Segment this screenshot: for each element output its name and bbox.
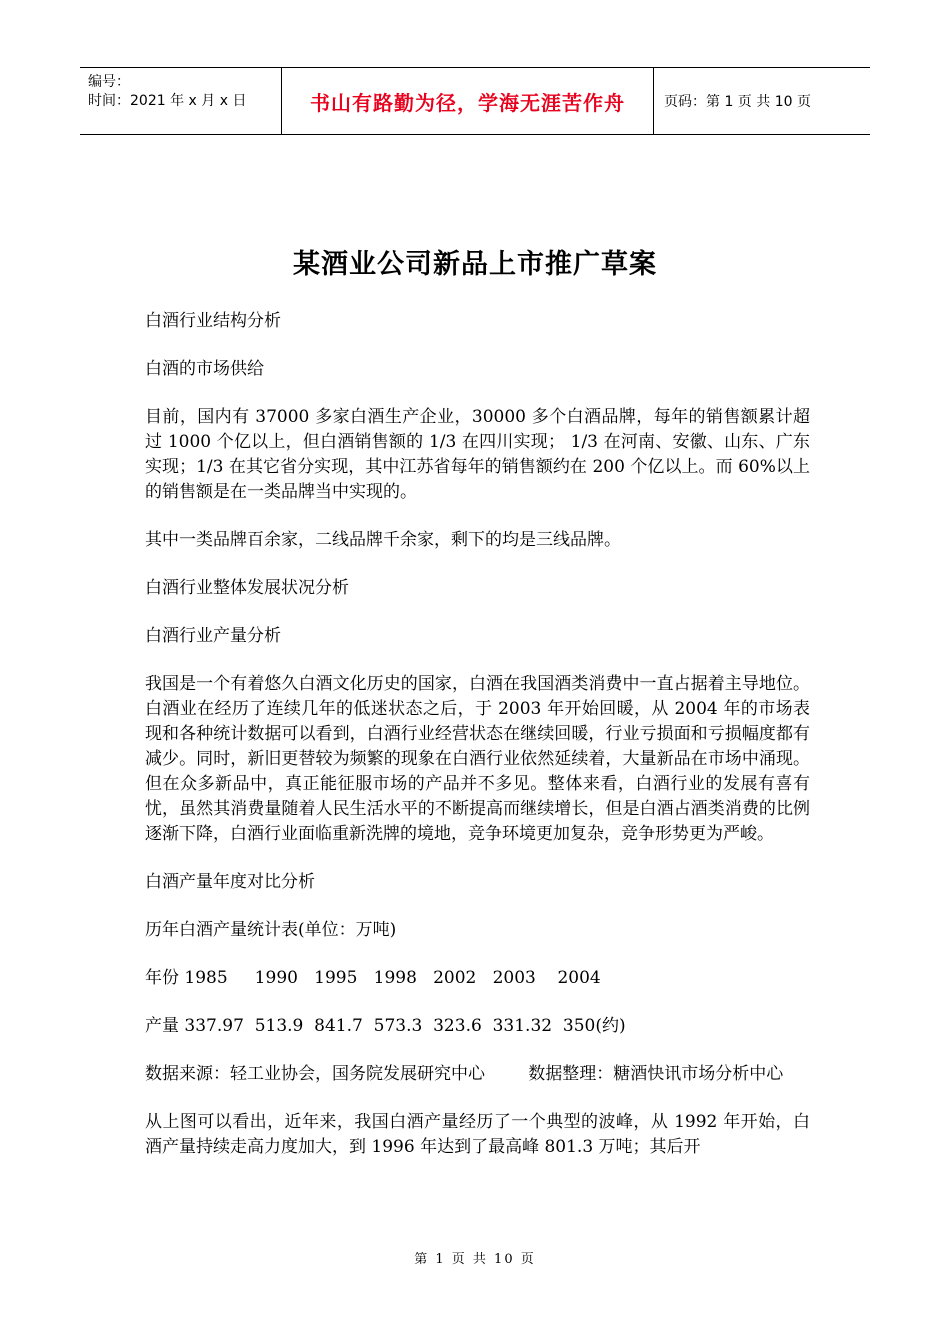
page-footer: 第 1 页 共 10 页: [414, 1252, 536, 1267]
header-table: [80, 67, 870, 135]
table-row-years: 年份 1985 1990 1995 1998 2002 2003 2004: [145, 968, 601, 988]
paragraph-trend: 从上图可以看出，近年来，我国白酒产量经历了一个典型的波峰，从 1992 年开始，白酒产量持续走高力度加大，到 1996 年达到了最高峰 801.3 万吨；其后开: [145, 1112, 810, 1157]
document-number: 编号：: [88, 74, 130, 90]
heading-production-analysis: 白酒行业产量分析: [145, 626, 281, 646]
paragraph-market-supply: 目前，国内有 37000 多家白酒生产企业，30000 多个白酒品牌，每年的销售额累计超过 1000 个亿以上，但白酒销售额的 1/3 在四川实现； 1/3 在河南、安徽、山东、广东实现；1/3 在其它省分实现，其中江苏省每年的销售额约在 200 个亿以上。而 60%以上的销售额是在一类品牌当中实现的。: [145, 407, 810, 502]
paragraph-production-analysis: 我国是一个有着悠久白酒文化历史的国家，白酒在我国酒类消费中一直占据着主导地位。白酒业在经历了连续几年的低迷状态之后，于 2003 年开始回暖，从 2004 年的市场表现和各种统计数据可以看到，白酒行业经营状态在继续回暖，行业亏损面和亏损幅度都有减少。同时，新旧更替较为频繁的现象在白酒行业依然延续着，大量新品在市场中涌现。但在众多新品中，真正能征服市场的产品并不多见。整体来看，白酒行业的发展有喜有忧，虽然其消费量随着人民生活水平的不断提高而继续增长，但是白酒占酒类消费的比例逐渐下降，白酒行业面临重新洗牌的境地，竞争环境更加复杂，竞争形势更为严峻。: [145, 674, 810, 844]
header-page-info: 页码：第 1 页 共 10 页: [664, 94, 811, 110]
heading-annual-comparison: 白酒产量年度对比分析: [145, 872, 315, 892]
heading-industry-development: 白酒行业整体发展状况分析: [145, 578, 349, 598]
document-body: [145, 309, 810, 1183]
paragraph-data-source: 数据来源：轻工业协会，国务院发展研究中心 数据整理：糖酒快讯市场分析中心: [145, 1064, 784, 1084]
heading-market-supply: 白酒的市场供给: [145, 359, 264, 379]
header-motto: 书山有路勤为径，学海无涯苦作舟: [282, 68, 654, 134]
heading-industry-structure: 白酒行业结构分析: [145, 311, 281, 331]
table-caption: 历年白酒产量统计表(单位：万吨): [145, 920, 397, 940]
header-meta: [80, 68, 282, 134]
paragraph-brand-tiers: 其中一类品牌百余家，二线品牌千余家，剩下的均是三线品牌。: [145, 530, 621, 550]
document-title: 某酒业公司新品上市推广草案: [293, 249, 657, 280]
document-date: 时间：2021 年 x 月 x 日: [88, 93, 247, 109]
table-row-output: 产量 337.97 513.9 841.7 573.3 323.6 331.32 350(约): [145, 1016, 626, 1036]
